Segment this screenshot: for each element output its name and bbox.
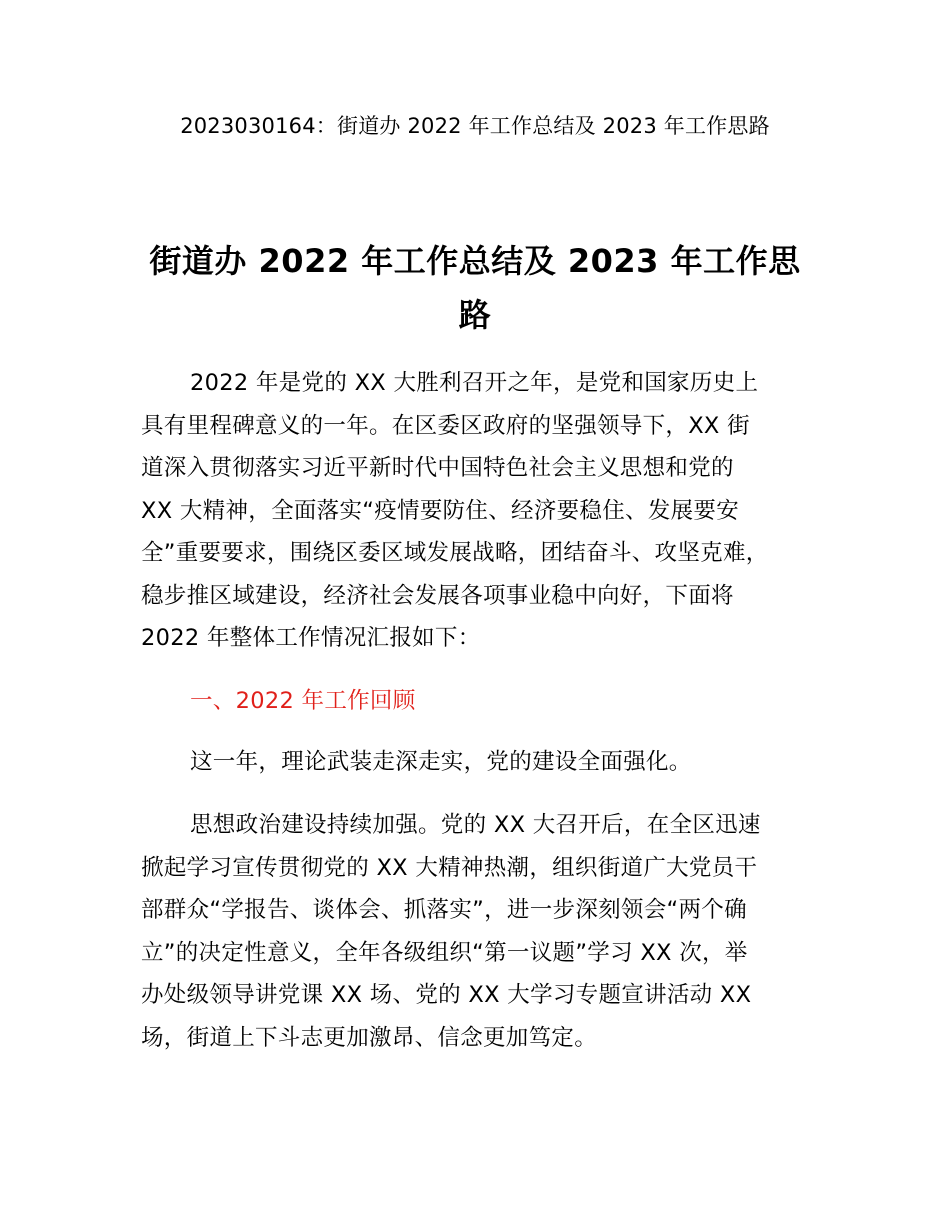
paragraph-line: 具有里程碑意义的一年。在区委区政府的坚强领导下，XX 街 <box>141 412 750 439</box>
paragraph-line: 部群众“学报告、谈体会、抓落实”，进一步深刻领会“两个确 <box>141 897 747 923</box>
paragraph-line: 全”重要要求，围绕区委区域发展战略，团结奋斗、攻坚克难， <box>141 540 769 566</box>
document-title <box>140 234 810 342</box>
summary-paragraph <box>141 741 831 784</box>
intro-paragraph <box>141 362 831 660</box>
paragraph-line: 办处级领导讲党课 XX 场、党的 XX 大学习专题宣讲活动 XX <box>141 982 752 1008</box>
title-line: 路 <box>458 296 492 334</box>
ideology-paragraph <box>141 804 831 1059</box>
paragraph-line: XX 大精神，全面落实“疫情要防住、经济要稳住、发展要安 <box>141 497 740 524</box>
paragraph-line: 立”的决定性意义，全年各级组织“第一议题”学习 XX 次，举 <box>141 939 748 966</box>
document-header: 2023030164：街道办 2022 年工作总结及 2023 年工作思路 <box>180 114 770 138</box>
title-line: 街道办 2022 年工作总结及 2023 年工作思 <box>149 242 801 280</box>
paragraph-line: 2022 年整体工作情况汇报如下： <box>141 625 481 651</box>
paragraph-line: 2022 年是党的 XX 大胜利召开之年，是党和国家历史上 <box>190 370 759 396</box>
section-heading: 一、2022 年工作回顾 <box>190 688 416 714</box>
paragraph-line: 道深入贯彻落实习近平新时代中国特色社会主义思想和党的 <box>141 455 734 481</box>
paragraph-line: 这一年，理论武装走深走实，党的建设全面强化。 <box>190 749 692 775</box>
paragraph-line: 稳步推区域建设，经济社会发展各项事业稳中向好，下面将 <box>141 582 734 609</box>
paragraph-line: 思想政治建设持续加强。党的 XX 大召开后，在全区迅速 <box>190 812 761 838</box>
paragraph-line: 掀起学习宣传贯彻党的 XX 大精神热潮，组织街道广大党员干 <box>141 854 758 881</box>
paragraph-line: 场，街道上下斗志更加激昂、信念更加笃定。 <box>141 1024 598 1051</box>
